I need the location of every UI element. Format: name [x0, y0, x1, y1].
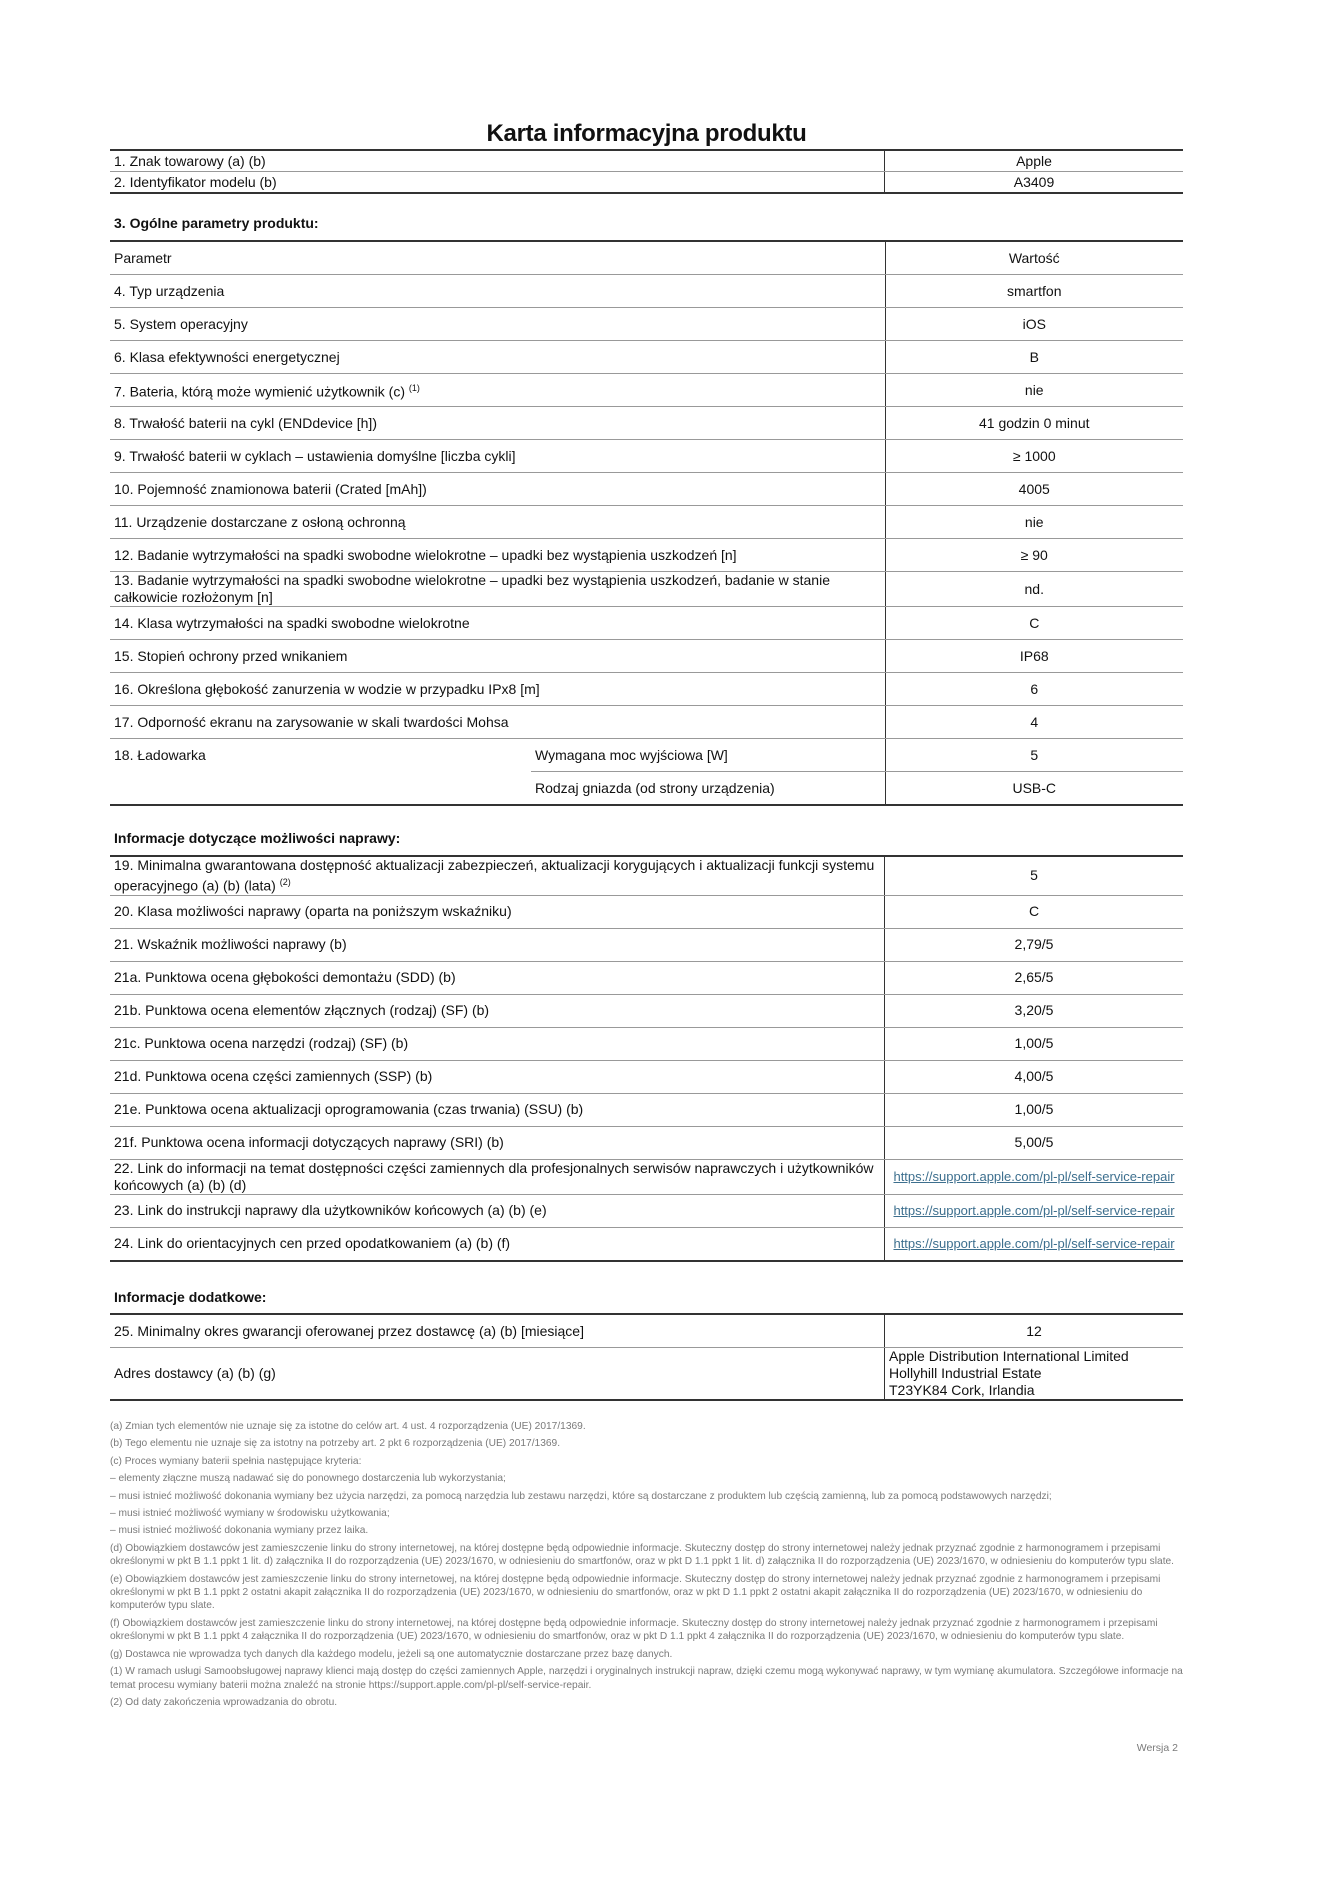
parameter-label-text: 21d. Punktowa ocena części zamiennych (SSP) (b)	[114, 1068, 433, 1085]
parameter-label	[110, 308, 885, 341]
footnote: (g) Dostawca nie wprowadza tych danych dla każdego modelu, jeżeli są one automatycznie dostarczane przez bazę danych.	[110, 1648, 673, 1660]
parameter-label-text: 21e. Punktowa ocena aktualizacji oprogramowania (czas trwania) (SSU) (b)	[114, 1101, 584, 1118]
table-row	[110, 640, 1183, 673]
parameter-label-text: 21. Wskaźnik możliwości naprawy (b)	[114, 936, 347, 953]
parameter-value	[885, 1227, 1184, 1261]
parameter-value: ≥ 1000	[885, 440, 1183, 473]
parameter-value: ≥ 90	[885, 539, 1183, 572]
parameter-label	[110, 706, 885, 739]
parameter-label	[110, 1093, 885, 1126]
footnote: (c) Proces wymiany baterii spełnia następujące kryteria:	[110, 1455, 362, 1467]
self-service-repair-link[interactable]: https://support.apple.com/pl-pl/self-service-repair	[893, 1203, 1175, 1219]
parameter-value: 4	[885, 706, 1183, 739]
table-row	[110, 1126, 1183, 1159]
parameter-value: C	[885, 607, 1183, 640]
parameter-label-text: 5. System operacyjny	[114, 315, 248, 332]
parameter-label-text: 2. Identyfikator modelu (b)	[114, 173, 277, 190]
parameter-label-text: 21f. Punktowa ocena informacji dotyczących naprawy (SRI) (b)	[114, 1134, 504, 1151]
parameter-label	[110, 539, 885, 572]
additional-table	[110, 1313, 1183, 1401]
address-line: Hollyhill Industrial Estate	[889, 1365, 1042, 1381]
parameter-value: 1,00/5	[885, 1093, 1184, 1126]
parameter-label: 18. Ładowarka	[114, 746, 206, 763]
footnote: (d) Obowiązkiem dostawców jest zamieszczenie linku do strony internetowej, na której dostępne będą odpowiednie informacje. Skuteczny dostęp do strony internetowej należy jednak przyznać zgodnie z harmonogramem i przepisami określonymi w pkt B 1.1 ppkt 1 lit. d) załącznika II do rozporządzenia (UE) 2023/1670, w odniesieniu do smartfonów, oraz w pkt D 1.1 ppkt 1 lit. d) załącznika II do rozporządzenia (UE) 2023/1670, w odniesieniu do komputerów typu slate.	[110, 1542, 1175, 1568]
footnote-ref: (1)	[408, 382, 420, 393]
parameter-label	[110, 172, 885, 194]
footnote: (b) Tego elementu nie uznaje się za istotny na potrzeby art. 2 pkt 6 rozporządzenia (UE) 2017/1369.	[110, 1438, 561, 1450]
table-row	[110, 928, 1183, 961]
parameter-value: smartfon	[885, 275, 1183, 308]
repair-table	[110, 855, 1183, 1262]
parameter-label	[110, 928, 885, 961]
footnote: – elementy złączne muszą nadawać się do ponownego dostarczenia lub wykorzystania;	[110, 1473, 506, 1485]
parameter-label	[110, 895, 885, 928]
supplier-address	[885, 1348, 1184, 1401]
parameter-label-text: 21b. Punktowa ocena elementów złącznych (rodzaj) (SF) (b)	[114, 1002, 490, 1019]
general-section-heading: 3. Ogólne parametry produktu:	[114, 215, 319, 231]
parameter-value: 12	[885, 1314, 1184, 1348]
parameter-label	[110, 1227, 885, 1261]
parameter-label	[110, 1159, 885, 1194]
charger-sub-label: Wymagana moc wyjściowa [W]	[531, 739, 885, 772]
table-row	[110, 1159, 1183, 1194]
table-row-charger	[110, 772, 1183, 806]
parameter-label-text: 15. Stopień ochrony przed wnikaniem	[114, 647, 348, 664]
parameter-value: 2,79/5	[885, 928, 1184, 961]
parameter-label-text: 9. Trwałość baterii w cyklach – ustawienia domyślne [liczba cykli]	[114, 447, 516, 464]
parameter-label-text: 13. Badanie wytrzymałości na spadki swobodne wielokrotne – upadki bez wystąpienia uszkodzeń, badanie w stanie całkowicie rozłożonym [n]	[114, 572, 830, 605]
parameter-label-text: 1. Znak towarowy (a) (b)	[114, 152, 266, 169]
parameter-label	[110, 673, 885, 706]
parameter-label	[110, 440, 885, 473]
parameter-label	[110, 1126, 885, 1159]
parameter-value	[885, 1194, 1184, 1227]
parameter-label	[110, 994, 885, 1027]
footnote: – musi istnieć możliwość dokonania wymiany bez użycia narzędzi, za pomocą narzędzia lub zestawu narzędzi, które są dostarczane z produktem lub częścią zamienną, lub za pomocą podstawowych narzędzi;	[110, 1490, 1052, 1502]
parameter-label	[110, 607, 885, 640]
parameter-label-text: 16. Określona głębokość zanurzenia w wodzie w przypadku IPx8 [m]	[114, 680, 540, 697]
parameter-value: 3,20/5	[885, 994, 1184, 1027]
page-title: Karta informacyjna produktu	[486, 120, 807, 147]
parameter-label	[110, 1027, 885, 1060]
table-row	[110, 673, 1183, 706]
parameter-value: 4,00/5	[885, 1060, 1184, 1093]
parameter-label-text: 11. Urządzenie dostarczane z osłoną ochronną	[114, 513, 406, 530]
footnote: (2) Od daty zakończenia wprowadzania do obrotu.	[110, 1696, 338, 1708]
table-row	[110, 473, 1183, 506]
parameter-label-text: 6. Klasa efektywności energetycznej	[114, 348, 340, 365]
parameter-label-text: 25. Minimalny okres gwarancji oferowanej przez dostawcę (a) (b) [miesiące]	[114, 1322, 584, 1339]
parameter-value: B	[885, 341, 1183, 374]
footnote: (f) Obowiązkiem dostawców jest zamieszczenie linku do strony internetowej, na której dostępne będą odpowiednie informacje. Skuteczny dostęp do strony internetowej należy jednak przyznać zgodnie z harmonogramem i przepisami określonymi w pkt B 1.1 ppkt 4 załącznika II do rozporządzenia (UE) 2023/1670, w odniesieniu do smartfonów, oraz w pkt D 1.1 ppkt 4 załącznika II do rozporządzenia (UE) 2023/1670, w odniesieniu do komputerów typu slate.	[110, 1617, 1158, 1643]
parameter-label-text: Parametr	[114, 249, 172, 266]
table-row	[110, 506, 1183, 539]
parameter-value: USB-C	[885, 772, 1183, 806]
table-row	[110, 1093, 1183, 1126]
footnotes	[110, 1420, 1183, 1713]
table-row	[110, 1314, 1183, 1348]
table-row-address	[110, 1348, 1183, 1401]
footnote-ref: (2)	[279, 877, 291, 887]
parameter-label	[110, 572, 885, 607]
parameter-label-text: 20. Klasa możliwości naprawy (oparta na poniższym wskaźniku)	[114, 903, 512, 920]
parameter-value	[885, 1159, 1184, 1194]
parameter-value: 5	[885, 856, 1184, 895]
parameter-value: IP68	[885, 640, 1183, 673]
table-row	[110, 308, 1183, 341]
parameter-value: 41 godzin 0 minut	[885, 407, 1183, 440]
table-row	[110, 1060, 1183, 1093]
table-row-charger	[110, 739, 1183, 772]
additional-section-heading: Informacje dodatkowe:	[114, 1289, 267, 1305]
table-row	[110, 856, 1183, 895]
table-row	[110, 961, 1183, 994]
table-row	[110, 275, 1183, 308]
parameter-label-text: 4. Typ urządzenia	[114, 282, 225, 299]
table-row	[110, 706, 1183, 739]
parameter-value: nd.	[885, 572, 1183, 607]
address-line: T23YK84 Cork, Irlandia	[889, 1382, 1035, 1398]
empty-cell	[110, 772, 531, 806]
general-parameters-table	[110, 240, 1183, 806]
parameter-value: 5,00/5	[885, 1126, 1184, 1159]
parameter-label	[110, 1194, 885, 1227]
parameter-label	[110, 506, 885, 539]
version-label: Wersja 2	[1136, 1742, 1178, 1754]
table-row	[110, 572, 1183, 607]
table-row	[110, 407, 1183, 440]
parameter-label	[110, 1314, 885, 1348]
parameter-label-text: 22. Link do informacji na temat dostępności części zamiennych dla profesjonalnych serwisów naprawczych i użytkowników końcowych (a) (b) (d)	[114, 1159, 874, 1193]
parameter-label-text: 24. Link do orientacyjnych cen przed opodatkowaniem (a) (b) (f)	[114, 1235, 511, 1252]
identification-table	[110, 149, 1183, 194]
parameter-label	[110, 473, 885, 506]
repair-section-heading: Informacje dotyczące możliwości naprawy:	[114, 830, 401, 846]
parameter-label	[110, 241, 885, 275]
parameter-value: nie	[885, 506, 1183, 539]
table-row	[110, 150, 1183, 172]
table-row	[110, 607, 1183, 640]
parameter-label-text: 23. Link do instrukcji naprawy dla użytkowników końcowych (a) (b) (e)	[114, 1202, 547, 1219]
table-row	[110, 895, 1183, 928]
parameter-value: 4005	[885, 473, 1183, 506]
parameter-value: 1,00/5	[885, 1027, 1184, 1060]
table-row	[110, 994, 1183, 1027]
address-line: Apple Distribution International Limited	[889, 1348, 1129, 1364]
parameter-label	[110, 341, 885, 374]
parameter-value: 5	[885, 739, 1183, 772]
parameter-label-text: 14. Klasa wytrzymałości na spadki swobodne wielokrotne	[114, 614, 470, 631]
parameter-label-text: 8. Trwałość baterii na cykl (ENDdevice [h])	[114, 414, 377, 431]
parameter-value: Wartość	[885, 241, 1183, 275]
table-row	[110, 440, 1183, 473]
table-row	[110, 1027, 1183, 1060]
parameter-label	[110, 856, 885, 895]
table-row	[110, 374, 1183, 407]
table-row	[110, 539, 1183, 572]
table-row	[110, 1194, 1183, 1227]
footnote: – musi istnieć możliwość wymiany w środowisku użytkowania;	[110, 1508, 390, 1520]
parameter-label-text: 10. Pojemność znamionowa baterii (Crated [mAh])	[114, 480, 427, 497]
footnote: (1) W ramach usługi Samoobsługowej naprawy klienci mają dostęp do części zamiennych Apple, narzędzi i oryginalnych instrukcji napraw, dzięki czemu mogą wykonywać naprawy, w tym wymianę akumulatora. Szczegółowe informacje na temat procesu wymiany baterii można znaleźć na stronie https://support.apple.com/pl-pl/self-service-repair.	[110, 1666, 1183, 1691]
parameter-value: 6	[885, 673, 1183, 706]
parameter-value: Apple	[885, 150, 1184, 172]
parameter-label-text: 21c. Punktowa ocena narzędzi (rodzaj) (SF) (b)	[114, 1035, 409, 1052]
table-row	[110, 341, 1183, 374]
parameter-label-text: 21a. Punktowa ocena głębokości demontażu (SDD) (b)	[114, 969, 456, 986]
parameter-label-text: 7. Bateria, którą może wymienić użytkownik (c)	[114, 383, 405, 400]
parameter-label	[110, 1060, 885, 1093]
charger-sub-label: Rodzaj gniazda (od strony urządzenia)	[531, 772, 885, 806]
parameter-label	[110, 374, 885, 407]
parameter-label	[110, 640, 885, 673]
parameter-label	[110, 961, 885, 994]
footnote: – musi istnieć możliwość dokonania wymiany przez laika.	[110, 1525, 369, 1537]
table-row	[110, 241, 1183, 275]
parameter-value: iOS	[885, 308, 1183, 341]
parameter-label	[110, 150, 885, 172]
parameter-label	[110, 407, 885, 440]
parameter-value: 2,65/5	[885, 961, 1184, 994]
parameter-value: A3409	[885, 172, 1184, 194]
footnote: (a) Zmian tych elementów nie uznaje się za istotne do celów art. 4 ust. 4 rozporządzenia (UE) 2017/1369.	[110, 1421, 586, 1432]
parameter-label-text: 17. Odporność ekranu na zarysowanie w skali twardości Mohsa	[114, 713, 509, 730]
parameter-label: Adres dostawcy (a) (b) (g)	[110, 1348, 885, 1401]
parameter-label-text: 12. Badanie wytrzymałości na spadki swobodne wielokrotne – upadki bez wystąpienia uszkodzeń [n]	[114, 546, 737, 563]
footnote: (e) Obowiązkiem dostawców jest zamieszczenie linku do strony internetowej, na której dostępne będą odpowiednie informacje. Skuteczny dostęp do strony internetowej należy jednak przyznać zgodnie z harmonogramem i przepisami określonymi w pkt B 1.1 ppkt 2 ostatni akapit załącznika II do rozporządzenia (UE) 2023/1670, w odniesieniu do smartfonów, oraz w pkt D 1.1 ppkt 2 ostatni akapit załącznika II do rozporządzenia (UE) 2023/1670, w odniesieniu do komputerów typu slate.	[110, 1573, 1161, 1612]
parameter-value: nie	[885, 374, 1183, 407]
parameter-label	[110, 275, 885, 308]
parameter-value: C	[885, 895, 1184, 928]
table-row	[110, 1227, 1183, 1261]
parameter-label-text: 19. Minimalna gwarantowana dostępność aktualizacji zabezpieczeń, aktualizacji korygujących i aktualizacji funkcji systemu operacyjnego (a) (b) (lata)	[114, 857, 875, 894]
self-service-repair-link[interactable]: https://support.apple.com/pl-pl/self-service-repair	[893, 1236, 1175, 1252]
self-service-repair-link[interactable]: https://support.apple.com/pl-pl/self-service-repair	[893, 1169, 1175, 1185]
table-row	[110, 172, 1183, 194]
